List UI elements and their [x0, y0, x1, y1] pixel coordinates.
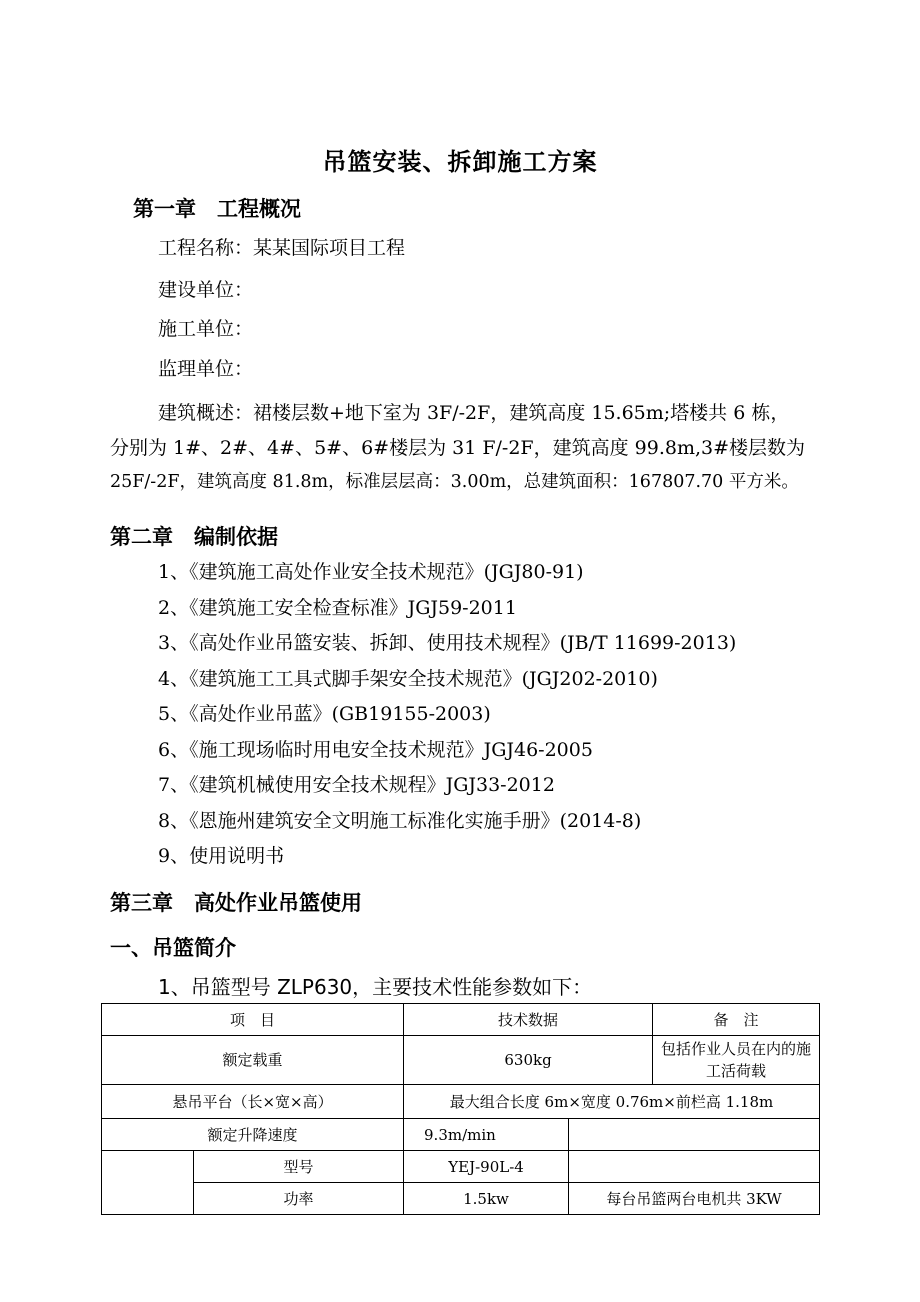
reference-item-1: 1、《建筑施工高处作业安全技术规范》(JGJ80-91)	[158, 561, 584, 583]
header-remark: 备 注	[653, 1004, 820, 1036]
table-row	[102, 1085, 820, 1119]
power-value: 1.5kw	[404, 1183, 569, 1215]
reference-item-3: 3、《高处作业吊篮安装、拆卸、使用技术规程》(JB/T 11699-2013)	[158, 632, 737, 654]
reference-item-6: 6、《施工现场临时用电安全技术规范》JGJ46-2005	[158, 739, 593, 761]
spec-table	[101, 1003, 820, 1215]
reference-item-7: 7、《建筑机械使用安全技术规程》JGJ33-2012	[158, 774, 555, 796]
table-row	[102, 1183, 820, 1215]
table-row	[102, 1036, 820, 1085]
power-label: 功率	[194, 1183, 404, 1215]
lift-speed-label: 额定升降速度	[102, 1119, 404, 1151]
power-remark: 每台吊篮两台电机共 3KW	[569, 1183, 820, 1215]
header-tech-data: 技术数据	[404, 1004, 653, 1036]
builder-unit: 建设单位：	[158, 279, 254, 301]
overview-line-1: 建筑概述：裙楼层数+地下室为 3F/-2F，建筑高度 15.65m;塔楼共 6 栋，	[158, 402, 790, 424]
rated-load-value: 630kg	[404, 1036, 653, 1085]
basket-intro: 1、吊篮型号 ZLP630，主要技术性能参数如下：	[158, 975, 593, 999]
rated-load-label: 额定载重	[102, 1036, 404, 1085]
overview-line-3: 25F/-2F，建筑高度 81.8m，标准层层高：3.00m，总建筑面积：167807.70 平方米。	[110, 472, 799, 492]
lift-speed-remark	[569, 1119, 820, 1151]
motor-group-cell	[102, 1151, 194, 1215]
chapter3-heading: 第三章 高处作业吊篮使用	[110, 891, 362, 915]
table-row	[102, 1151, 820, 1183]
building-overview	[110, 396, 830, 500]
model-value: YEJ-90L-4	[404, 1151, 569, 1183]
lift-speed-value: 9.3m/min	[404, 1119, 569, 1151]
reference-item-9: 9、使用说明书	[158, 845, 285, 867]
chapter2-heading: 第二章 编制依据	[110, 525, 278, 549]
header-item: 项 目	[102, 1004, 404, 1036]
reference-item-4: 4、《建筑施工工具式脚手架安全技术规范》(JGJ202-2010)	[158, 668, 658, 690]
section1-heading: 一、吊篮简介	[110, 936, 236, 960]
table-header-row	[102, 1004, 820, 1036]
supervisor-unit: 监理单位：	[158, 358, 254, 380]
project-name: 工程名称：某某国际项目工程	[158, 237, 406, 259]
platform-label: 悬吊平台（长×宽×高）	[102, 1085, 404, 1119]
model-remark	[569, 1151, 820, 1183]
table-row	[102, 1119, 820, 1151]
overview-line-2: 分别为 1#、2#、4#、5#、6#楼层为 31 F/-2F，建筑高度 99.8m,3#楼层数为	[110, 436, 806, 459]
platform-value: 最大组合长度 6m×宽度 0.76m×前栏高 1.18m	[404, 1085, 820, 1119]
chapter1-heading: 第一章 工程概况	[133, 197, 301, 221]
document-title: 吊篮安装、拆卸施工方案	[322, 148, 598, 176]
model-label: 型号	[194, 1151, 404, 1183]
reference-item-2: 2、《建筑施工安全检查标准》JGJ59-2011	[158, 597, 517, 619]
reference-item-5: 5、《高处作业吊蓝》(GB19155-2003)	[158, 703, 491, 725]
reference-item-8: 8、《恩施州建筑安全文明施工标准化实施手册》(2014-8)	[158, 810, 642, 832]
rated-load-remark: 包括作业人员在内的施工活荷载	[653, 1036, 820, 1085]
constructor-unit: 施工单位：	[158, 318, 254, 340]
